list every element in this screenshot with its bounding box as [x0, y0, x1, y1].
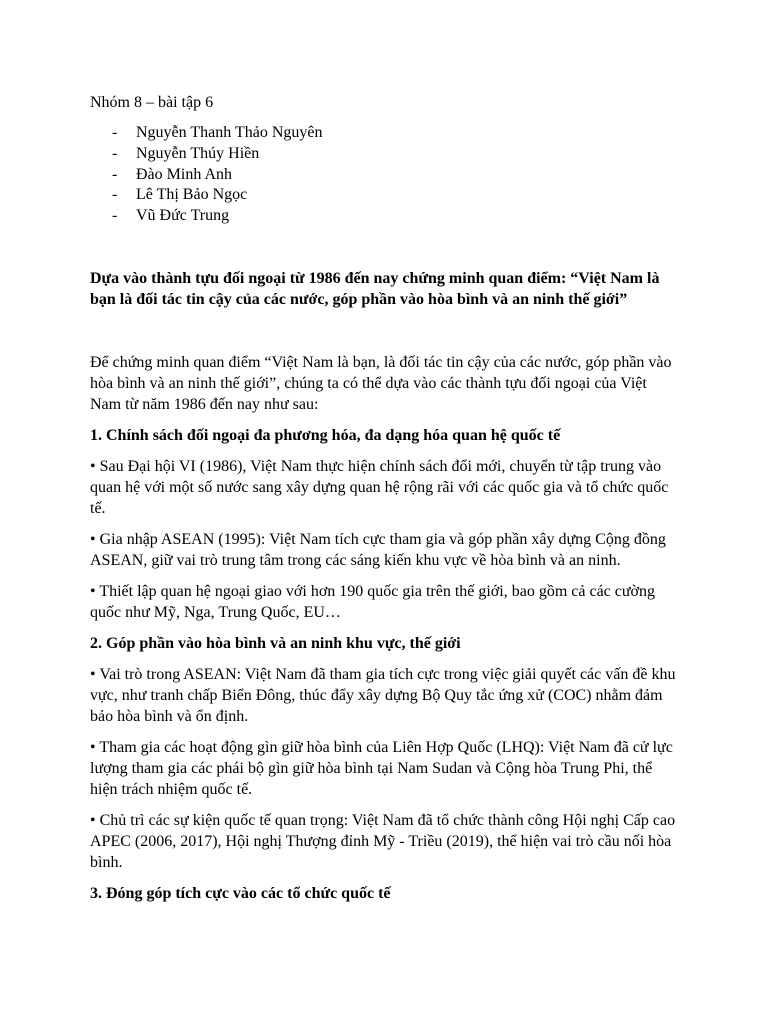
member-name: Vũ Đức Trung: [136, 207, 230, 225]
list-item: [90, 144, 680, 165]
bullet-paragraph: • Sau Đại hội VI (1986), Việt Nam thực hiện chính sách đổi mới, chuyển từ tập trung vào quan hệ với một số nước sang xây dựng quan hệ rộng rãi với các quốc gia và tổ chức quốc tế.: [90, 457, 669, 517]
list-marker: -: [112, 165, 118, 183]
list-item: [90, 185, 680, 206]
member-name: Đào Minh Anh: [136, 165, 232, 183]
question-heading: Dựa vào thành tựu đối ngoại từ 1986 đến nay chứng minh quan điểm: “Việt Nam là bạn là đối tác tin cậy của các nước, góp phần vào hòa bình và an ninh thế giới”: [90, 269, 660, 308]
group-title: Nhóm 8 – bài tập 6: [90, 94, 214, 111]
section-heading: 3. Đóng góp tích cực vào các tổ chức quốc tế: [90, 884, 391, 902]
section-heading: 1. Chính sách đối ngoại đa phương hóa, đa dạng hóa quan hệ quốc tế: [90, 426, 561, 444]
bullet-paragraph: • Thiết lập quan hệ ngoại giao với hơn 190 quốc gia trên thế giới, bao gồm cả các cường quốc như Mỹ, Nga, Trung Quốc, EU…: [90, 582, 655, 621]
list-marker: -: [112, 124, 118, 141]
member-name: Nguyễn Thanh Thảo Nguyên: [136, 124, 323, 141]
list-item: [90, 123, 680, 144]
bullet-paragraph: • Chủ trì các sự kiện quốc tế quan trọng: Việt Nam đã tổ chức thành công Hội nghị Cấp cao APEC (2006, 2017), Hội nghị Thượng đỉnh Mỹ - Triều (2019), thể hiện vai trò cầu nối hòa bình.: [90, 811, 676, 871]
bullet-paragraph: • Vai trò trong ASEAN: Việt Nam đã tham gia tích cực trong việc giải quyết các vấn đề khu vực, như tranh chấp Biển Đông, thúc đẩy xây dựng Bộ Quy tắc ứng xử (COC) nhằm đảm bảo hòa bình và ổn định.: [90, 665, 676, 725]
list-marker: -: [112, 144, 118, 162]
bullet-paragraph: • Gia nhập ASEAN (1995): Việt Nam tích cực tham gia và góp phần xây dựng Cộng đồng ASEAN, giữ vai trò trung tâm trong các sáng kiến khu vực về hòa bình và an ninh.: [90, 530, 666, 569]
member-name: Nguyễn Thúy Hiền: [136, 144, 260, 162]
member-list: [90, 123, 680, 227]
member-name: Lê Thị Bảo Ngọc: [136, 186, 248, 204]
list-item: [90, 165, 680, 186]
list-marker: -: [112, 186, 118, 204]
bullet-paragraph: • Tham gia các hoạt động gìn giữ hòa bình của Liên Hợp Quốc (LHQ): Việt Nam đã cử lực lượng tham gia các phái bộ gìn giữ hòa bình tại Nam Sudan và Cộng hòa Trung Phi, thể hiện trách nhiệm quốc tế.: [90, 738, 673, 798]
section-heading: 2. Góp phần vào hòa bình và an ninh khu vực, thế giới: [90, 634, 461, 652]
intro-paragraph: Để chứng minh quan điểm “Việt Nam là bạn, là đối tác tin cậy của các nước, góp phần vào hòa bình và an ninh thế giới”, chúng ta có thể dựa vào các thành tựu đối ngoại của Việt Nam từ năm 1986 đến nay như sau:: [90, 353, 672, 413]
list-item: [90, 206, 680, 227]
list-marker: -: [112, 207, 118, 225]
document-page: [90, 92, 680, 914]
